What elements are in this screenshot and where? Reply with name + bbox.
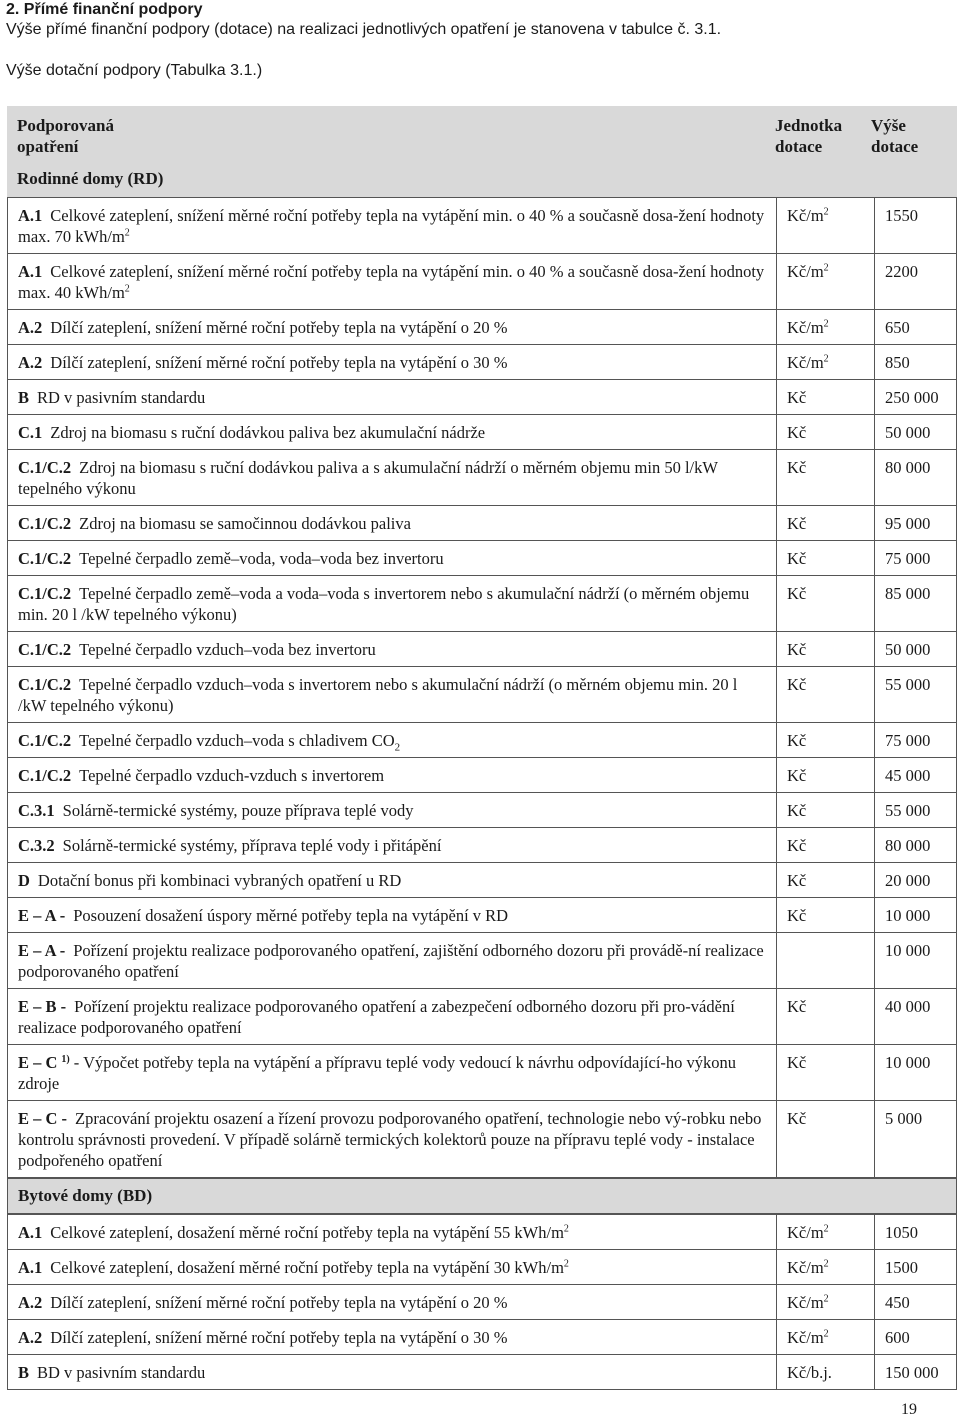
table-row: [7, 863, 957, 898]
unit-cell: $Kč/m^2$: [777, 1215, 875, 1249]
measure-code: E – C -: [18, 1109, 68, 1128]
amount-cell: 10 000: [885, 941, 931, 960]
measure-text: Tepelné čerpadlo vzduch–voda bez invertoru: [79, 640, 376, 659]
measure-text: Pořízení projektu realizace podporovaného opatření, zajištění odborného dozoru při provádě-ní realizace podporovaného opatření: [18, 941, 764, 981]
unit-cell: Kč: [777, 828, 875, 862]
amount-cell: 50 000: [885, 423, 931, 442]
measure-text: Solárně-termické systémy, příprava teplé vody i přitápění: [62, 836, 442, 855]
measure-code: E – C: [18, 1053, 58, 1072]
unit-cell: $Kč/m^2$: [777, 1320, 875, 1354]
section-intro: Výše přímé finanční podpory (dotace) na realizaci jednotlivých opatření je stanovena v tabulce č. 3.1.: [6, 21, 722, 38]
unit-cell: Kč: [777, 1045, 875, 1100]
table-row: [7, 758, 957, 793]
measure-cell: [8, 793, 777, 827]
measure-cell: [8, 758, 777, 792]
measure-text: Zdroj na biomasu se samočinnou dodávkou paliva: [79, 514, 411, 533]
measure-code: B: [18, 388, 30, 407]
amount-cell: 650: [885, 318, 910, 337]
measure-cell: [8, 1215, 777, 1249]
amount-cell: 80 000: [885, 836, 931, 855]
measure-cell: [8, 576, 777, 631]
measure-code: A.2: [18, 1293, 43, 1312]
measure-code: A.2: [18, 318, 43, 337]
unit-cell: Kč: [777, 989, 875, 1044]
table-row: [7, 828, 957, 863]
table-row: [7, 254, 957, 310]
measure-text: Zpracování projektu osazení a řízení provozu podporovaného opatření, technologie nebo vý-robku nebo kontrolu správnosti provedení. V případě solárně termických kolektorů pouze na přípravu teplé vody - instalace podpořeného opatření: [18, 1109, 762, 1170]
amount-cell: 20 000: [885, 871, 931, 890]
amount-cell: 150 000: [885, 1363, 939, 1382]
table-row: [7, 1250, 957, 1285]
measure-cell: [8, 1101, 777, 1177]
measure-code: B: [18, 1363, 30, 1382]
measure-code: C.1/C.2: [18, 458, 72, 477]
table-row: [7, 345, 957, 380]
document-heading: [6, 0, 721, 40]
header-unit: Jednotka dotace: [775, 116, 843, 156]
unit-cell: Kč: [777, 863, 875, 897]
measure-code: C.3.2: [18, 836, 55, 855]
unit-cell: $Kč/m^2$: [777, 310, 875, 344]
measure-code: C.1/C.2: [18, 731, 72, 750]
unit-cell: Kč: [777, 576, 875, 631]
measure-cell: [8, 667, 777, 722]
measure-code: C.1/C.2: [18, 675, 72, 694]
superscript: 2: [124, 283, 130, 295]
measure-text: Dílčí zateplení, snížení měrné roční potřeby tepla na vytápění o 30 %: [50, 353, 508, 372]
measure-cell: [8, 310, 777, 344]
measure-code: E – A -: [18, 941, 66, 960]
unit-cell: $Kč/m^2$: [777, 198, 875, 253]
unit-cell: [777, 933, 875, 988]
measure-cell: [8, 723, 777, 757]
unit-cell: Kč/b.j.: [777, 1355, 875, 1389]
measure-text: Celkové zateplení, snížení měrné roční potřeby tepla na vytápění min. o 40 % a současně dosa-žení hodnoty max. 70 kWh/m: [18, 206, 765, 246]
table-row: [7, 1285, 957, 1320]
table-row: [7, 1214, 957, 1250]
amount-cell: 55 000: [885, 675, 931, 694]
table-row: [7, 1045, 957, 1101]
table-row: [7, 898, 957, 933]
measure-text: Celkové zateplení, dosažení měrné roční potřeby tepla na vytápění 55 kWh/m: [50, 1223, 564, 1242]
amount-cell: 75 000: [885, 731, 931, 750]
measure-cell: [8, 933, 777, 988]
table-header: [7, 106, 957, 197]
measure-cell: [8, 828, 777, 862]
amount-cell: 85 000: [885, 584, 931, 603]
measure-cell: [8, 198, 777, 253]
table-caption: Výše dotační podpory (Tabulka 3.1.): [6, 62, 263, 79]
section-row-bd: [7, 1178, 957, 1214]
unit-cell: Kč: [777, 541, 875, 575]
amount-cell: 2200: [885, 262, 918, 281]
measure-text: Zdroj na biomasu s ruční dodávkou paliva a s akumulační nádrží o měrném objemu min 50 l/kW tepelného výkonu: [18, 458, 718, 498]
superscript: 2: [124, 227, 130, 239]
amount-cell: 80 000: [885, 458, 931, 477]
measure-text: Dílčí zateplení, snížení měrné roční potřeby tepla na vytápění o 20 %: [50, 318, 508, 337]
subsidy-table: [7, 106, 957, 1390]
measure-code: C.1/C.2: [18, 514, 72, 533]
unit-cell: Kč: [777, 723, 875, 757]
measure-code: C.3.1: [18, 801, 55, 820]
measure-code: E – A -: [18, 906, 66, 925]
table-row: [7, 506, 957, 541]
amount-cell: 40 000: [885, 997, 931, 1016]
table-row: [7, 632, 957, 667]
unit-cell: Kč: [777, 758, 875, 792]
measure-text: RD v pasivním standardu: [37, 388, 206, 407]
unit-cell: $Kč/m^2$: [777, 1250, 875, 1284]
measure-text: Dotační bonus při kombinaci vybraných opatření u RD: [37, 871, 402, 890]
measure-text: Celkové zateplení, snížení měrné roční potřeby tepla na vytápění min. o 40 % a současně dosa-žení hodnoty max. 40 kWh/m: [18, 262, 765, 302]
unit-cell: $Kč/m^2$: [777, 1285, 875, 1319]
measure-code: A.1: [18, 1223, 43, 1242]
table-row: [7, 380, 957, 415]
subscript: 2: [394, 741, 401, 754]
measure-text: Tepelné čerpadlo vzduch-vzduch s invertorem: [79, 766, 385, 785]
unit-cell: Kč: [777, 898, 875, 932]
measure-cell: [8, 1250, 777, 1284]
amount-cell: 600: [885, 1328, 910, 1347]
measure-cell: [8, 254, 777, 309]
amount-cell: 850: [885, 353, 910, 372]
measure-code: A.1: [18, 262, 43, 281]
unit-cell: $Kč/m^2$: [777, 345, 875, 379]
unit-cell: Kč: [777, 380, 875, 414]
header-measures: Podporovaná opatření: [17, 116, 114, 156]
amount-cell: 10 000: [885, 1053, 931, 1072]
measure-code: A.1: [18, 206, 43, 225]
unit-cell: Kč: [777, 667, 875, 722]
measure-cell: [8, 1355, 777, 1389]
amount-cell: 10 000: [885, 906, 931, 925]
measure-text: - Výpočet potřeby tepla na vytápění a přípravu teplé vody vedoucí k návrhu odpovídající-ho výkonu zdroje: [18, 1053, 737, 1093]
measure-code: C.1/C.2: [18, 549, 72, 568]
measure-text: Zdroj na biomasu s ruční dodávkou paliva bez akumulační nádrže: [50, 423, 486, 442]
amount-cell: 1550: [885, 206, 918, 225]
table-row: [7, 933, 957, 989]
measure-cell: [8, 1285, 777, 1319]
measure-text: Dílčí zateplení, snížení měrné roční potřeby tepla na vytápění o 30 %: [50, 1328, 508, 1347]
section-label-bd: Bytové domy (BD): [18, 1186, 153, 1205]
measure-code: A.2: [18, 1328, 43, 1347]
table-row: [7, 1320, 957, 1355]
table-row: [7, 1101, 957, 1178]
measure-cell: [8, 1045, 777, 1100]
superscript: 2: [563, 1223, 569, 1235]
measure-code: A.1: [18, 1258, 43, 1277]
unit-cell: Kč: [777, 450, 875, 505]
section-title: 2. Přímé finanční podpory: [6, 1, 203, 18]
table-row: [7, 415, 957, 450]
measure-cell: [8, 345, 777, 379]
amount-cell: 250 000: [885, 388, 939, 407]
measure-cell: [8, 989, 777, 1044]
table-row: [7, 310, 957, 345]
unit-cell: $Kč/m^2$: [777, 254, 875, 309]
measure-text: Dílčí zateplení, snížení měrné roční potřeby tepla na vytápění o 20 %: [50, 1293, 508, 1312]
measure-cell: [8, 450, 777, 505]
measure-code: C.1/C.2: [18, 766, 72, 785]
rd-rows: [7, 197, 957, 1178]
unit-cell: Kč: [777, 415, 875, 449]
amount-cell: 5 000: [885, 1109, 923, 1128]
measure-code: C.1/C.2: [18, 640, 72, 659]
footnote-ref: 1): [61, 1053, 70, 1065]
table-row: [7, 197, 957, 254]
measure-cell: [8, 415, 777, 449]
amount-cell: 450: [885, 1293, 910, 1312]
table-row: [7, 723, 957, 758]
measure-cell: [8, 1320, 777, 1354]
measure-text: Celkové zateplení, dosažení měrné roční potřeby tepla na vytápění 30 kWh/m: [50, 1258, 564, 1277]
measure-code: C.1/C.2: [18, 584, 72, 603]
table-row: [7, 793, 957, 828]
amount-cell: 75 000: [885, 549, 931, 568]
header-amount: Výše dotace: [871, 116, 919, 156]
unit-cell: Kč: [777, 793, 875, 827]
table-row: [7, 989, 957, 1045]
measure-text: Tepelné čerpadlo vzduch–voda s invertorem nebo s akumulační nádrží (o měrném objemu min. 20 l /kW tepelného výkonu): [18, 675, 738, 715]
table-row: [7, 1355, 957, 1390]
measure-code: D: [18, 871, 30, 890]
unit-cell: Kč: [777, 506, 875, 540]
superscript: 2: [563, 1258, 569, 1270]
measure-cell: [8, 380, 777, 414]
unit-cell: Kč: [777, 1101, 875, 1177]
measure-code: A.2: [18, 353, 43, 372]
table-row: [7, 576, 957, 632]
unit-cell: Kč: [777, 632, 875, 666]
table-row: [7, 541, 957, 576]
measure-text: Pořízení projektu realizace podporovaného opatření a zabezpečení odborného dozoru při pro-vádění realizace podporovaného opatření: [18, 997, 735, 1037]
measure-cell: [8, 863, 777, 897]
amount-cell: 1050: [885, 1223, 918, 1242]
measure-text: Tepelné čerpadlo vzduch–voda s chladivem CO: [79, 731, 395, 750]
amount-cell: 45 000: [885, 766, 931, 785]
measure-text: BD v pasivním standardu: [37, 1363, 206, 1382]
section-label-rd: Rodinné domy (RD): [17, 169, 164, 188]
measure-text: Tepelné čerpadlo země–voda, voda–voda bez invertoru: [79, 549, 444, 568]
measure-cell: [8, 506, 777, 540]
measure-code: E – B -: [18, 997, 67, 1016]
measure-cell: [8, 541, 777, 575]
table-row: [7, 450, 957, 506]
table-row: [7, 667, 957, 723]
measure-cell: [8, 632, 777, 666]
amount-cell: 50 000: [885, 640, 931, 659]
measure-text: Tepelné čerpadlo země–voda a voda–voda s invertorem nebo s akumulační nádrží (o měrném objemu min. 20 l /kW tepelného výkonu): [18, 584, 750, 624]
measure-code: C.1: [18, 423, 43, 442]
amount-cell: 1500: [885, 1258, 918, 1277]
bd-rows: [7, 1214, 957, 1390]
measure-text: Solárně-termické systémy, pouze příprava teplé vody: [62, 801, 414, 820]
amount-cell: 55 000: [885, 801, 931, 820]
page-number: 19: [901, 1401, 917, 1418]
amount-cell: 95 000: [885, 514, 931, 533]
measure-cell: [8, 898, 777, 932]
measure-text: Posouzení dosažení úspory měrné potřeby tepla na vytápění v RD: [73, 906, 509, 925]
